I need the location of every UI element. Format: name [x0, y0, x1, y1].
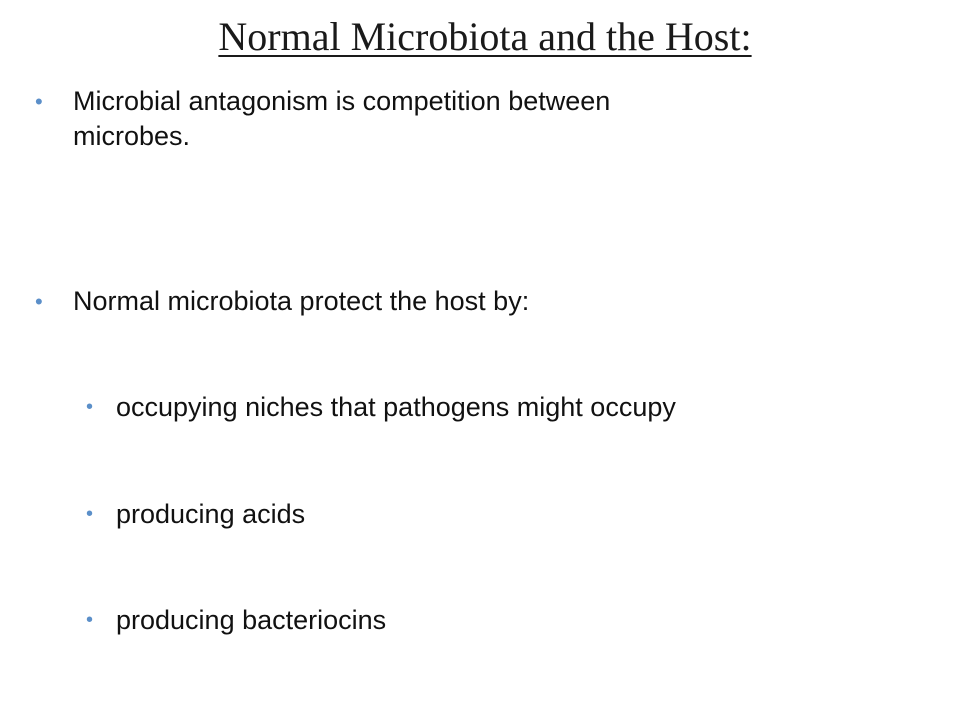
bullet-normal-microbiota — [35, 284, 530, 319]
sub-bullet-text: occupying niches that pathogens might occupy — [116, 392, 676, 422]
sub-bullet-occupying-niches — [86, 390, 676, 425]
bullet-dot-icon: • — [35, 89, 43, 114]
bullet-microbial-antagonism — [35, 84, 611, 154]
bullet-text-line: Microbial antagonism is competition between — [73, 86, 611, 116]
bullet-dot-icon: • — [35, 289, 43, 314]
slide-title: Normal Microbiota and the Host: — [218, 14, 752, 59]
sub-bullet-producing-bacteriocins — [86, 603, 387, 638]
sub-bullet-text: producing acids — [116, 499, 306, 529]
sub-bullet-producing-acids — [86, 497, 306, 532]
bullet-dot-icon: • — [86, 503, 94, 525]
bullet-dot-icon: • — [86, 609, 94, 631]
bullet-text-line: microbes. — [73, 121, 191, 151]
bullet-dot-icon: • — [86, 396, 94, 418]
bullet-text: Normal microbiota protect the host by: — [73, 286, 530, 316]
sub-bullet-text: producing bacteriocins — [116, 605, 387, 635]
